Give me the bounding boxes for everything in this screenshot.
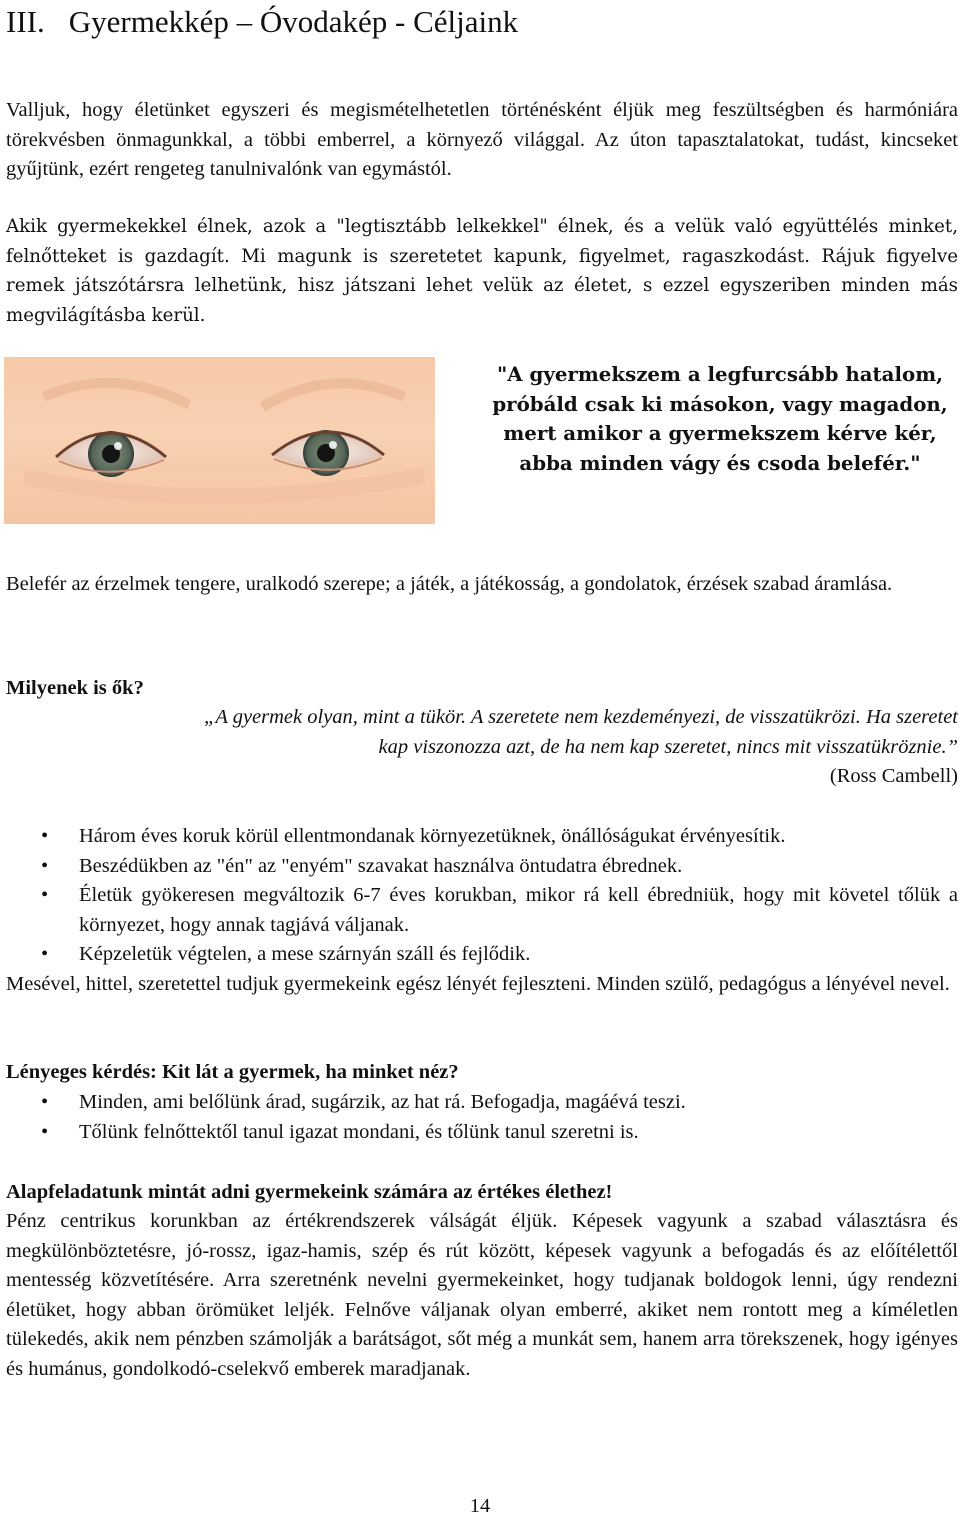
list-item-text: Képzeletük végtelen, a mese szárnyán száll és fejlődik. — [79, 943, 531, 965]
list-item — [6, 822, 958, 852]
list-item-text: Három éves koruk körül ellentmondanak környezetüknek, önállóságukat érvényesítik. — [79, 825, 786, 847]
list-item — [6, 852, 958, 882]
citation-quote — [6, 703, 958, 792]
bullet-icon: • — [41, 884, 49, 906]
list-item — [6, 1088, 958, 1118]
citation-line: „A gyermek olyan, mint a tükör. A szeretete nem kezdeményezi, de visszatükrözi. Ha szeretet — [204, 706, 958, 728]
list-item-text: Életük gyökeresen megváltozik 6-7 éves korukban, mikor rá kell ébredniük, hogy mit követel tőlük a környezet, hogy annak tagjává váljanak. — [79, 884, 958, 936]
bullet-icon: • — [41, 1091, 49, 1113]
citation-line: kap viszonozza azt, de ha nem kap szeretet, nincs mit visszatükröznie.” — [378, 735, 958, 758]
bullet-list-lenyeges — [6, 1088, 958, 1147]
chapter-number: III. — [6, 4, 45, 39]
child-eyes-illustration — [4, 357, 435, 524]
bullet-icon: • — [41, 1120, 49, 1143]
list-item-text: Minden, ami belőlünk árad, sugárzik, az hat rá. Befogadja, magáévá teszi. — [79, 1091, 686, 1113]
section-heading-alapfeladat: Alapfeladatunk mintát adni gyermekeink számára az értékes élethez! — [6, 1181, 613, 1203]
list-item — [6, 940, 958, 970]
bullet-list-development — [6, 822, 958, 970]
section-heading-lenyeges: Lényeges kérdés: Kit lát a gyermek, ha minket néz? — [6, 1061, 459, 1083]
child-eyes-photo — [4, 357, 435, 524]
bullet-icon: • — [41, 825, 49, 847]
list-item-text: Tőlünk felnőttektől tanul igazat mondani, és tőlünk tanul szeretni is. — [79, 1120, 639, 1143]
mesevel-paragraph: Mesével, hittel, szeretettel tudjuk gyermekeink egész lényét fejleszteni. Minden szülő, pedagógus a lényével nevel. — [6, 973, 950, 995]
list-item — [6, 881, 958, 940]
belefer-paragraph: Belefér az érzelmek tengere, uralkodó szerepe; a játék, a játékosság, a gondolatok, érzések szabad áramlása. — [6, 573, 893, 595]
page-title — [6, 0, 518, 44]
chapter-title: Gyermekkép – Óvodakép - Céljaink — [68, 4, 519, 39]
quote-line: mert amikor a gyermekszem kérve kér, — [503, 421, 937, 445]
children-paragraph: Akik gyermekekkel élnek, azok a "legtisztább lelkekkel" élnek, és a velük való együttélés minket, felnőtteket is gazdagít. Mi magunk is szeretetet kapunk, figyelmet, ragaszkodást. Rájuk figyelve remek játszótársra lelhetünk, hisz játszani lehet velük az életet, s ezzel egyszeriben minden más megvilágításba kerül. — [6, 216, 958, 326]
citation-author: (Ross Cambell) — [829, 765, 958, 787]
page-number: 14 — [469, 1495, 491, 1517]
list-item — [6, 1118, 958, 1148]
intro-paragraph: Valljuk, hogy életünket egyszeri és megismételhetetlen történésként éljük meg feszültségben és harmóniára törekvésben önmagunkkal, a többi emberrel, a környező világgal. Az úton tapasztalatokat, tudást, kincseket gyűjtünk, ezért rengeteg tanulnivalónk van egymástól. — [6, 99, 958, 180]
list-item-text: Beszédükben az "én" az "enyém" szavakat használva öntudatra ébrednek. — [79, 854, 683, 877]
quote-line: abba minden vágy és csoda belefér." — [519, 450, 921, 475]
bullet-icon: • — [41, 854, 49, 877]
bullet-icon: • — [41, 943, 49, 965]
quote-line: "A gyermekszem a legfurcsább hatalom, — [496, 362, 944, 386]
quote-line: próbáld csak ki másokon, vagy magadon, — [492, 391, 948, 416]
section-heading-milyenek: Milyenek is ők? — [6, 677, 144, 699]
alapfeladat-paragraph: Pénz centrikus korunkban az értékrendszerek válságát éljük. Képesek vagyunk a szabad választásra és megkülönböztetésre, jó-rossz, igaz-hamis, szép és rút között, képesek vagyunk a befogadás és az előítélettől mentesség közvetítésére. Arra szeretnénk nevelni gyermekeinket, hogy tudjanak boldogok lenni, úgy rendezni életüket, hogy abban örömüket leljék. Felnőve váljanak olyan emberré, akiket nem rontott meg a kíméletlen tülekedés, akik nem pénzben számolják a barátságot, sőt még a munkát sem, hanem arra törekszenek, hogy igényes és humánus, gondolkodó-cselekvő emberek maradjanak. — [6, 1210, 958, 1380]
poem-quote — [470, 360, 960, 478]
